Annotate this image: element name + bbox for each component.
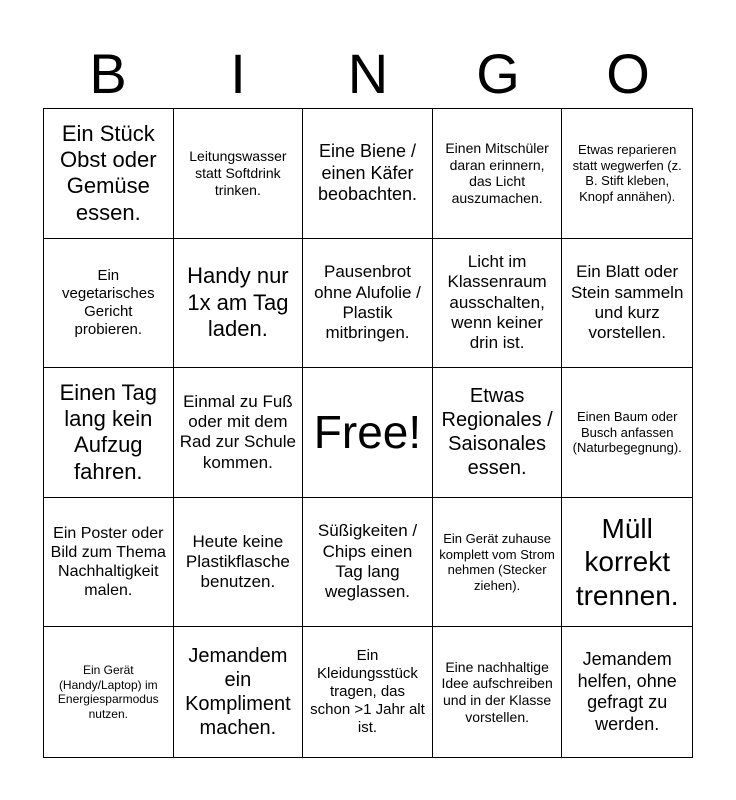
bingo-cell[interactable] (174, 627, 304, 757)
cell-text: Süßigkeiten / Chips einen Tag lang weglassen. (317, 521, 418, 602)
bingo-cell[interactable] (433, 368, 563, 498)
bingo-grid (43, 108, 693, 758)
header-letter-g: G (476, 42, 520, 105)
cell-text: Ein Poster oder Bild zum Thema Nachhaltigkeit malen. (50, 524, 166, 600)
header-letter-i: I (230, 42, 246, 105)
cell-text: Einmal zu Fuß oder mit dem Rad zur Schule kommen. (179, 391, 296, 472)
header-letter-b: B (89, 42, 127, 105)
cell-text: Ein Stück Obst oder Gemüse essen. (59, 120, 157, 225)
cell-text: Free! (313, 405, 422, 458)
cell-text: Ein vegetarisches Gericht probieren. (62, 266, 155, 338)
bingo-cell[interactable] (44, 627, 174, 757)
bingo-cell[interactable] (433, 627, 563, 757)
bingo-cell[interactable] (174, 368, 304, 498)
cell-text: Müll korrekt trennen. (575, 512, 679, 611)
cell-text: Licht im Klassenraum ausschalten, wenn keiner drin ist. (447, 251, 547, 353)
bingo-cell[interactable] (433, 239, 563, 369)
bingo-cell[interactable] (562, 239, 692, 369)
bingo-cell[interactable] (303, 498, 433, 628)
cell-text: Etwas Regionales / Saisonales essen. (441, 385, 553, 480)
bingo-cell[interactable] (303, 109, 433, 239)
cell-text: Etwas reparieren statt wegwerfen (z. B. Stift kleben, Knopf annähen). (572, 142, 682, 204)
bingo-cell[interactable] (44, 368, 174, 498)
cell-text: Ein Kleidungsstück tragen, das schon >1 Jahr alt ist. (310, 647, 425, 737)
cell-text: Heute keine Plastikflasche benutzen. (185, 531, 290, 592)
bingo-cell[interactable] (44, 109, 174, 239)
cell-text: Leitungswasser statt Softdrink trinken. (189, 148, 287, 198)
bingo-cell[interactable] (174, 239, 304, 369)
bingo-cell[interactable] (303, 627, 433, 757)
bingo-cell[interactable] (433, 109, 563, 239)
cell-text: Handy nur 1x am Tag laden. (187, 263, 289, 342)
bingo-cell[interactable] (174, 498, 304, 628)
bingo-cell[interactable] (303, 239, 433, 369)
cell-text: Ein Gerät (Handy/Laptop) im Energiesparmodus nutzen. (57, 663, 159, 721)
bingo-cell[interactable] (44, 498, 174, 628)
cell-text: Jemandem ein Kompliment machen. (185, 645, 291, 740)
cell-text: Einen Tag lang kein Aufzug fahren. (59, 379, 158, 484)
bingo-cell[interactable] (433, 498, 563, 628)
header-letter-n: N (347, 42, 389, 105)
cell-text: Einen Mitschüler daran erinnern, das Licht auszumachen. (445, 139, 549, 207)
bingo-cell[interactable] (562, 368, 692, 498)
bingo-cell[interactable] (562, 109, 692, 239)
bingo-cell[interactable] (562, 627, 692, 757)
free-space[interactable] (303, 368, 433, 498)
bingo-cell[interactable] (174, 109, 304, 239)
cell-text: Ein Blatt oder Stein sammeln und kurz vorstellen. (570, 262, 684, 343)
header-letter-o: O (606, 42, 650, 105)
cell-text: Pausenbrot ohne Alufolie / Plastik mitbringen. (314, 262, 421, 343)
cell-text: Einen Baum oder Busch anfassen (Naturbegegnung). (572, 409, 682, 456)
cell-text: Jemandem helfen, ohne gefragt zu werden. (577, 649, 677, 734)
cell-text: Eine Biene / einen Käfer beobachten. (317, 140, 418, 205)
cell-text: Ein Gerät zuhause komplett vom Strom nehmen (Stecker ziehen). (439, 530, 555, 593)
cell-text: Eine nachhaltige Idee aufschreiben und in der Klasse vorstellen. (441, 658, 553, 725)
bingo-cell[interactable] (562, 498, 692, 628)
bingo-header (43, 40, 693, 108)
bingo-cell[interactable] (44, 239, 174, 369)
